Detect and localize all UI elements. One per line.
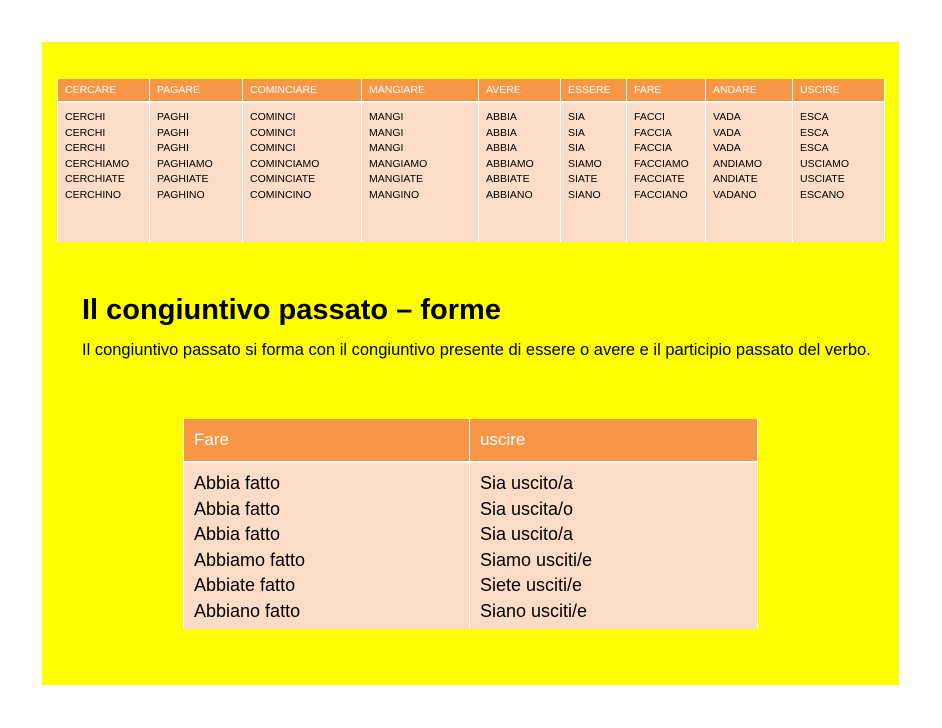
conjugation-header: COMINCIARE — [243, 79, 362, 102]
forms-header-row — [184, 419, 758, 462]
cell-value: Abbiate fatto — [194, 575, 296, 595]
table-cell — [627, 102, 706, 242]
cell-value: FACCIA — [634, 126, 672, 139]
cell-value: SIATE — [568, 173, 598, 186]
cell-value: Siete usciti/e — [480, 575, 583, 595]
table-cell — [150, 102, 243, 242]
cell-value: COMINCIAMO — [250, 157, 320, 170]
cell-value: MANGIATE — [369, 173, 424, 186]
cell-value: ANDIATE — [713, 173, 758, 186]
table-cell — [58, 102, 150, 242]
cell-value: MANGI — [369, 126, 404, 139]
cell-value: FACCIANO — [634, 188, 688, 201]
conjugation-body-row — [58, 102, 885, 242]
cell-value: Abbiamo fatto — [194, 549, 306, 570]
cell-value: Abbia fatto — [194, 473, 281, 493]
cell-value: FACCIAMO — [634, 157, 689, 170]
cell-value: ABBIA — [486, 142, 517, 155]
cell-value: MANGINO — [369, 188, 420, 201]
cell-value: ABBIA — [486, 111, 517, 123]
cell-value: ABBIA — [486, 126, 517, 139]
conjugation-header: FARE — [627, 79, 706, 102]
cell-value: VADANO — [713, 188, 757, 201]
conjugation-header: USCIRE — [793, 79, 885, 102]
cell-value: PAGHI — [157, 142, 189, 155]
table-cell — [706, 102, 793, 242]
cell-value: USCIATE — [800, 173, 845, 186]
table-cell — [243, 102, 362, 242]
cell-value: CERCHI — [65, 126, 106, 139]
conjugation-header: PAGARE — [150, 79, 243, 102]
description-text: Il congiuntivo passato si forma con il congiuntivo presente di essere o avere e il participio passato del verbo. — [82, 341, 871, 359]
conjugation-header: MANGIARE — [362, 79, 479, 102]
cell-value: SIAMO — [568, 157, 602, 170]
cell-value: Sia uscito/a — [480, 473, 574, 493]
cell-value: Abbiano fatto — [194, 600, 301, 621]
cell-value: ESCA — [800, 126, 829, 139]
cell-value: Sia uscito/a — [480, 524, 574, 544]
cell-value: FACCI — [634, 111, 665, 123]
cell-value: SIA — [568, 142, 585, 155]
conjugation-header: ESSERE — [561, 79, 627, 102]
cell-value: PAGHI — [157, 126, 189, 139]
cell-value: CERCHI — [65, 111, 106, 123]
cell-value: ESCANO — [800, 188, 845, 201]
table-cell — [470, 462, 758, 629]
cell-value: VADA — [713, 111, 741, 123]
conjugation-header: ANDARE — [706, 79, 793, 102]
cell-value: PAGHINO — [157, 188, 205, 201]
cell-value: MANGI — [369, 142, 404, 155]
table-cell — [184, 462, 470, 629]
cell-value: ESCA — [800, 142, 829, 155]
table-cell — [561, 102, 627, 242]
page-title: Il congiuntivo passato – forme — [82, 294, 501, 326]
cell-value: ABBIATE — [486, 173, 530, 186]
cell-value: ABBIANO — [486, 188, 533, 201]
forms-header: uscire — [470, 419, 758, 462]
cell-value: Siamo usciti/e — [480, 549, 593, 570]
forms-header: Fare — [184, 419, 470, 462]
cell-value: COMINCINO — [250, 188, 312, 201]
cell-value: FACCIA — [634, 142, 672, 155]
cell-value: FACCIATE — [634, 173, 685, 186]
cell-value: PAGHI — [157, 111, 189, 123]
cell-value: VADA — [713, 142, 741, 155]
cell-value: Sia uscita/o — [480, 498, 574, 519]
conjugation-header: AVERE — [479, 79, 561, 102]
cell-value: ABBIAMO — [486, 157, 534, 170]
cell-value: VADA — [713, 126, 741, 139]
cell-value: CERCHI — [65, 142, 106, 155]
cell-value: COMINCI — [250, 126, 296, 139]
cell-value: COMINCIATE — [250, 173, 316, 186]
cell-value: MANGIAMO — [369, 157, 428, 170]
table-cell — [362, 102, 479, 242]
cell-value: SIA — [568, 126, 585, 139]
cell-value: CERCHIATE — [65, 173, 125, 186]
cell-value: CERCHIAMO — [65, 157, 130, 170]
cell-value: ESCA — [800, 111, 829, 123]
cell-value: SIA — [568, 111, 585, 123]
conjugation-header: CERCARE — [58, 79, 150, 102]
table-cell — [479, 102, 561, 242]
cell-value: ANDIAMO — [713, 157, 763, 170]
cell-value: COMINCI — [250, 111, 296, 123]
cell-value: PAGHIAMO — [157, 157, 213, 170]
conjugation-header-row — [58, 79, 885, 102]
cell-value: SIANO — [568, 188, 601, 201]
cell-value: COMINCI — [250, 142, 296, 155]
cell-value: Abbia fatto — [194, 524, 281, 544]
cell-value: PAGHIATE — [157, 173, 209, 186]
forms-table — [183, 419, 758, 629]
cell-value: USCIAMO — [800, 157, 850, 170]
cell-value: Abbia fatto — [194, 498, 281, 519]
conjugation-table — [57, 79, 885, 242]
table-cell — [793, 102, 885, 242]
cell-value: Siano usciti/e — [480, 600, 588, 621]
forms-body-row — [184, 462, 758, 629]
cell-value: MANGI — [369, 111, 404, 123]
cell-value: CERCHINO — [65, 188, 122, 201]
